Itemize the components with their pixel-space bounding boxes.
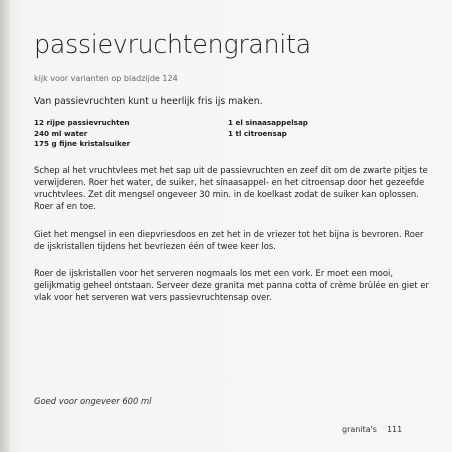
ingredient-item: 12 rijpe passievruchten xyxy=(34,118,130,127)
recipe-title: passievruchtengranita xyxy=(34,30,311,60)
page-footer xyxy=(342,425,402,434)
paragraph-line: gelijkmatig geheel ontstaan. Serveer deze granita met panna cotta of crème brûlée en giet er xyxy=(34,280,429,290)
paragraph-line: Roer de ijskristallen voor het serveren nogmaals los met een vork. Er moet een mooi, xyxy=(34,268,393,278)
section-name: granita's xyxy=(342,425,377,434)
paragraph-line: verwijderen. Roer het water, de suiker, het sinaasappel- en het citroensap door het gezeefde xyxy=(34,177,425,187)
paragraph-line: vlak voor het serveren wat vers passievruchtensap over. xyxy=(34,292,272,302)
instruction-paragraph-2 xyxy=(34,228,426,252)
ingredients-column-left xyxy=(34,118,130,150)
page-spine-shadow xyxy=(0,0,10,452)
recipe-yield: Goed voor ongeveer 600 ml xyxy=(34,396,152,406)
ingredient-item: 175 g fijne kristalsuiker xyxy=(34,139,131,148)
paragraph-line: Roer af en toe. xyxy=(34,201,96,211)
ingredients-column-right xyxy=(228,118,308,139)
paragraph-line: de ijskristallen tijdens het bevriezen één of twee keer los. xyxy=(34,241,276,251)
instruction-paragraph-3 xyxy=(34,267,429,303)
recipe-intro: Van passievruchten kunt u heerlijk fris ijs maken. xyxy=(34,96,263,107)
paragraph-line: vruchtvlees. Zet dit mengsel ongeveer 30 min. in de koelkast zodat de suiker kan oplossen. xyxy=(34,189,419,199)
ingredient-item: 1 el sinaasappelsap xyxy=(228,118,308,127)
page-number: 111 xyxy=(386,425,403,434)
paragraph-line: Giet het mengsel in een diepvriesdoos en zet het in de vriezer tot het bijna is bevroren. Roer xyxy=(34,229,424,239)
instruction-paragraph-1 xyxy=(34,164,426,212)
variants-reference: kijk voor varianten op bladzijde 124 xyxy=(34,74,178,83)
paragraph-line: Schep al het vruchtvlees met het sap uit de passievruchten en zeef dit om de zwarte pitjes te xyxy=(34,165,428,175)
ingredient-item: 240 ml water xyxy=(34,128,88,138)
ingredient-item: 1 tl citroensap xyxy=(228,128,287,138)
